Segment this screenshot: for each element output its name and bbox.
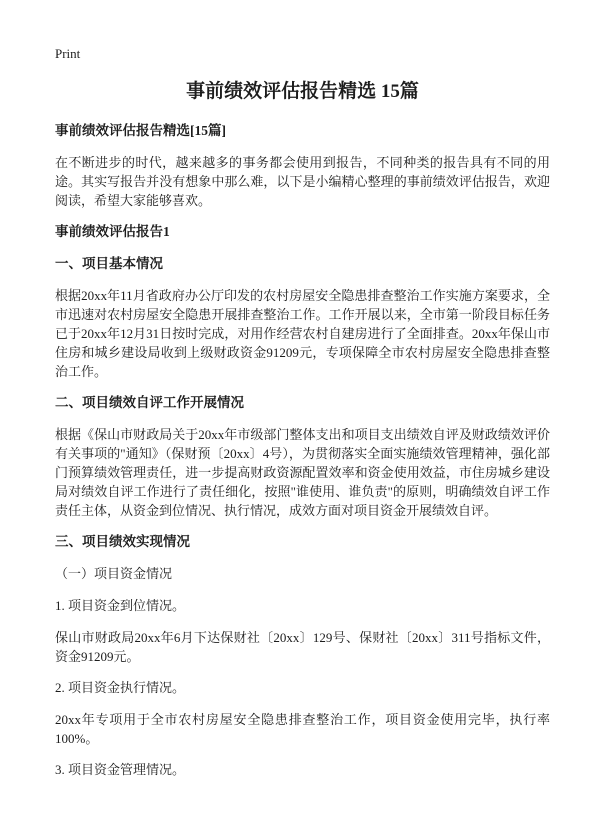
intro-paragraph: 在不断进步的时代，越来越多的事务都会使用到报告，不同种类的报告具有不同的用途。其实写报告并没有想象中那么难，以下是小编精心整理的事前绩效评估报告，欢迎阅读，希望大家能够喜欢。 [55,155,550,208]
funds-execution-item-body: 20xx年专项用于全市农村房屋安全隐患排查整治工作，项目资金使用完毕，执行率100%。 [55,712,550,746]
section-3-heading: 三、项目绩效实现情况 [55,534,190,549]
section-2-heading: 二、项目绩效自评工作开展情况 [55,395,244,410]
funds-arrival-item-body: 保山市财政局20xx年6月下达保财社〔20xx〕129号、保财社〔20xx〕311号指标文件，资金91209元。 [55,630,550,664]
document-subtitle: 事前绩效评估报告精选[15篇] [55,123,226,138]
funds-arrival-item-title: 1. 项目资金到位情况。 [55,598,186,613]
section-1-body: 根据20xx年11月省政府办公厅印发的农村房屋安全隐患排查整治工作实施方案要求，全市迅速对农村房屋安全隐患开展排查整治工作。工作开展以来，全市第一阶段目标任务已于20xx年12月31日按时完成，对用作经营农村自建房进行了全面排查。20xx年保山市住房和城乡建设局收到上级财政资金91209元，专项保障全市农村房屋安全隐患排查整治工作。 [55,288,550,379]
funds-management-item-title: 3. 项目资金管理情况。 [55,762,186,777]
print-button[interactable]: Print [55,46,81,61]
section-3-sub-1-heading: （一）项目资金情况 [55,566,173,581]
report-1-heading: 事前绩效评估报告1 [55,224,170,239]
section-1-heading: 一、项目基本情况 [55,256,163,271]
funds-execution-item-title: 2. 项目资金执行情况。 [55,680,186,695]
page-title: 事前绩效评估报告精选 15篇 [186,81,419,102]
section-2-body: 根据《保山市财政局关于20xx年市级部门整体支出和项目支出绩效自评及财政绩效评价有关事项的"通知》（保财预〔20xx〕4号），为贯彻落实全面实施绩效管理精神，强化部门预算绩效管理责任，进一步提高财政资源配置效率和资金使用效益，市住房城乡建设局对绩效自评工作进行了责任细化，按照"谁使用、谁负责"的原则，明确绩效自评工作责任主体，从资金到位情况、执行情况，成效方面对项目资金开展绩效自评。 [55,427,550,518]
